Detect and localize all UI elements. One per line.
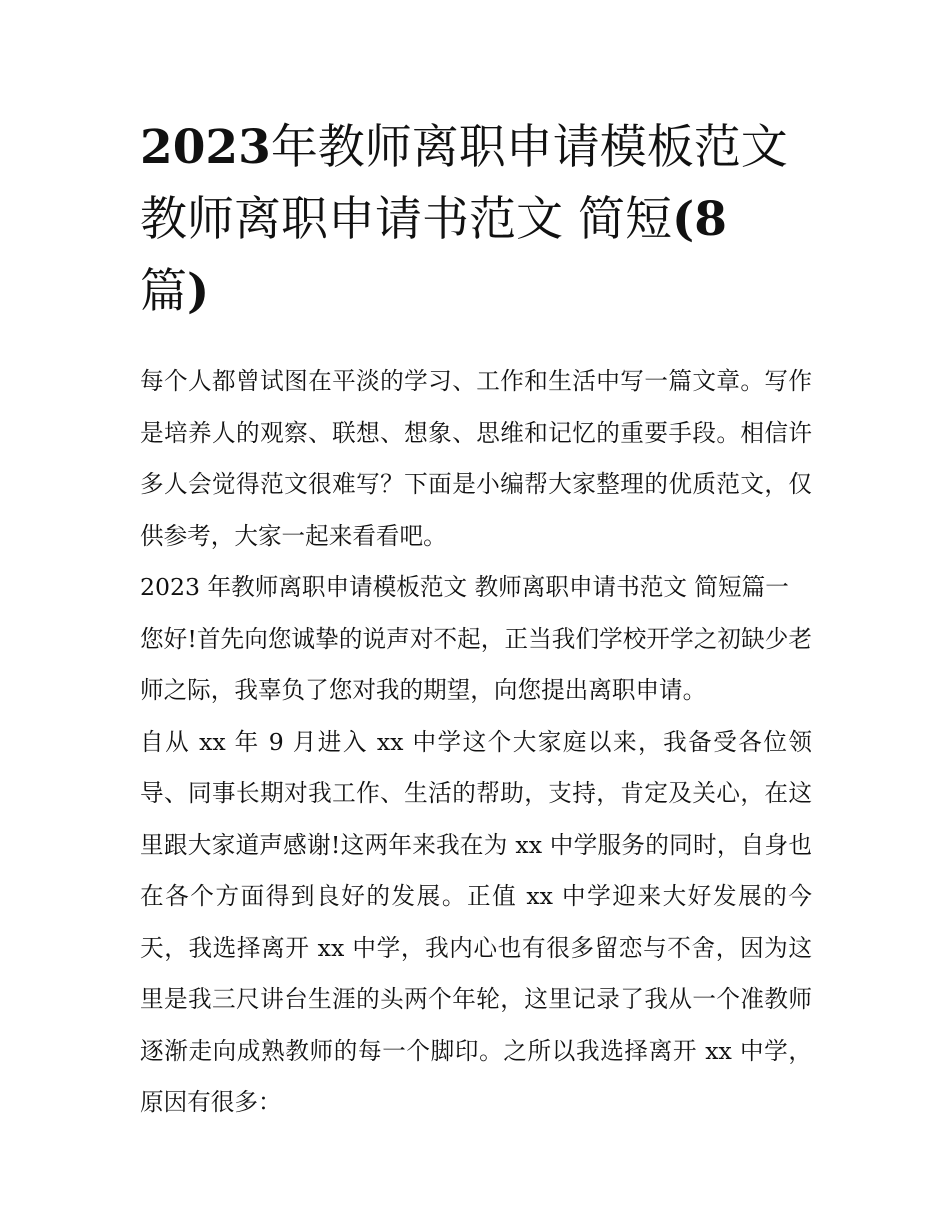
intro-paragraph: 每个人都曾试图在平淡的学习、工作和生活中写一篇文章。写作是培养人的观察、联想、想象、思维和记忆的重要手段。相信许多人会觉得范文很难写？下面是小编帮大家整理的优质范文，仅供参考，大家一起来看看吧。 xyxy=(140,367,812,550)
title-line2-text: 教师离职申请书范文 简短 xyxy=(140,192,672,247)
reason-paragraph: 自从 xx 年 9 月进入 xx 中学这个大家庭以来，我备受各位领导、同事长期对我工作、生活的帮助，支持，肯定及关心，在这里跟大家道声感谢!这两年来我在为 xx 中学服务的同时，自身也在各个方面得到良好的发展。正值 xx 中学迎来大好发展的今天，我选择离开 xx 中学，我内心也有很多留恋与不舍，因为这里是我三尺讲台生涯的头两个年轮，这里记录了我从一个准教师逐渐走向成熟教师的每一个脚印。之所以我选择离开 xx 中学，原因有很多： xyxy=(140,727,812,1116)
title-line3-char: 篇 xyxy=(140,264,187,319)
title-count-close: ) xyxy=(187,264,210,319)
document-body xyxy=(140,356,812,1129)
section-heading: 2023 年教师离职申请模板范文 教师离职申请书范文 简短篇一 xyxy=(140,573,789,601)
document-title xyxy=(140,112,820,328)
title-count-open: (8 xyxy=(671,192,727,247)
title-year: 2023 xyxy=(140,120,271,175)
greeting-paragraph: 您好!首先向您诚挚的说声对不起，正当我们学校开学之初缺少老师之际，我辜负了您对我的期望，向您提出离职申请。 xyxy=(140,624,812,704)
title-line1-text: 年教师离职申请模板范文 xyxy=(270,120,788,175)
